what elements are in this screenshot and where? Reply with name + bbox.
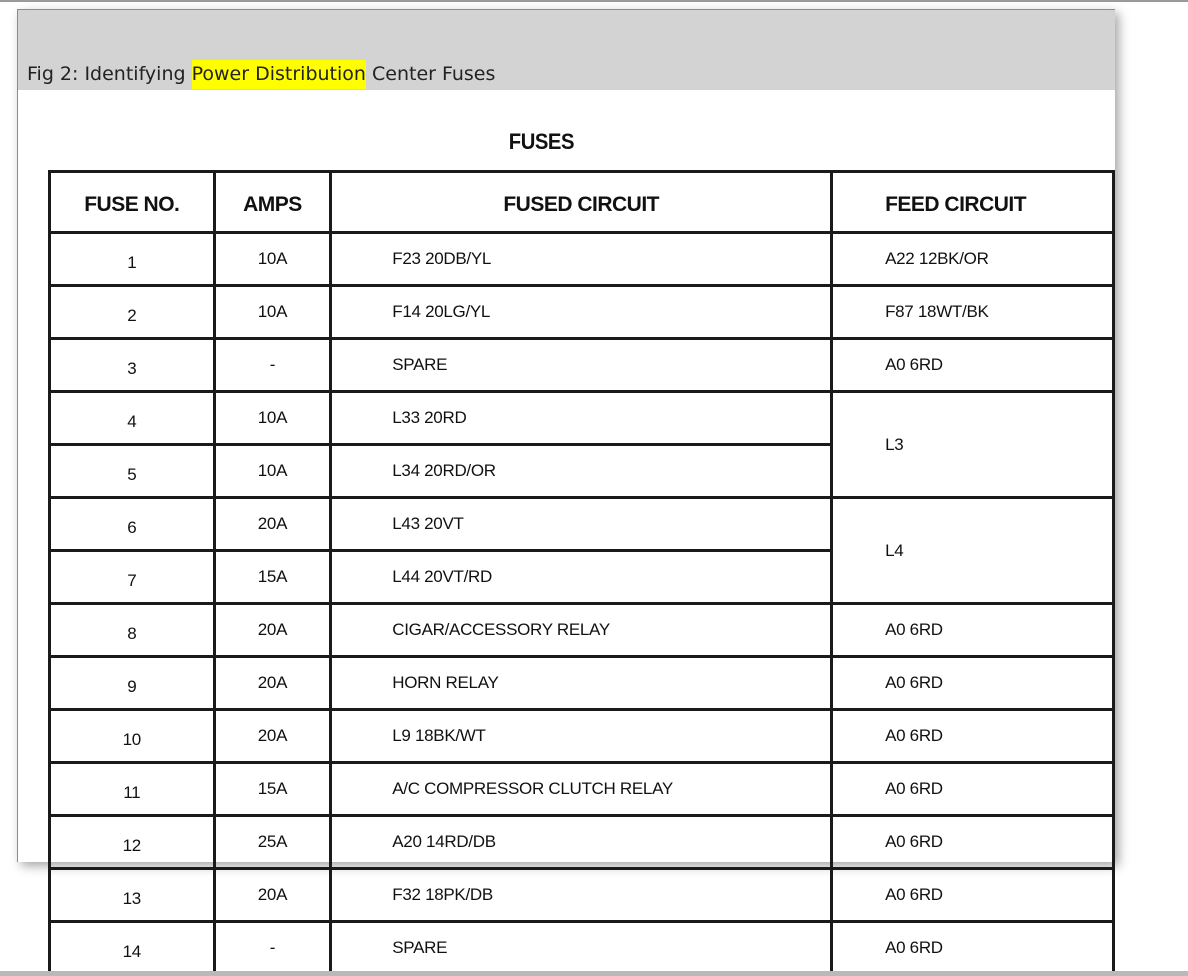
fused-circuit: A20 14RD/DB — [331, 816, 832, 869]
caption-highlight: Power Distribution — [192, 60, 366, 89]
fused-circuit: F23 20DB/YL — [331, 233, 832, 286]
fused-circuit: L9 18BK/WT — [331, 710, 832, 763]
feed-circuit: A0 6RD — [832, 922, 1114, 975]
fuse-number: 3 — [50, 339, 215, 392]
caption-prefix: Fig 2: Identifying — [27, 63, 192, 85]
table-row — [50, 710, 1114, 763]
feed-circuit: A0 6RD — [832, 657, 1114, 710]
fused-circuit: L33 20RD — [331, 392, 832, 445]
table-row — [50, 657, 1114, 710]
fuse-amps: 10A — [214, 233, 331, 286]
fused-circuit: SPARE — [331, 922, 832, 975]
fuse-number: 5 — [50, 445, 215, 498]
table-row — [50, 869, 1114, 922]
fuse-amps: 20A — [214, 657, 331, 710]
fuse-amps: 20A — [214, 604, 331, 657]
feed-circuit: A0 6RD — [832, 339, 1114, 392]
fuse-amps: 20A — [214, 710, 331, 763]
fused-circuit: SPARE — [331, 339, 832, 392]
table-body — [50, 233, 1114, 975]
fuse-amps: 10A — [214, 392, 331, 445]
feed-circuit: A0 6RD — [832, 816, 1114, 869]
fuse-number: 6 — [50, 498, 215, 551]
fuse-amps: 10A — [214, 445, 331, 498]
header-fuse-no: FUSE NO. — [50, 172, 215, 233]
header-feed-circuit: FEED CIRCUIT — [832, 172, 1114, 233]
bottom-edge — [0, 971, 1188, 976]
fuse-amps: 15A — [214, 551, 331, 604]
fused-circuit: F14 20LG/YL — [331, 286, 832, 339]
feed-circuit: A0 6RD — [832, 763, 1114, 816]
fuse-amps: 10A — [214, 286, 331, 339]
fuse-amps: 15A — [214, 763, 331, 816]
table-row — [50, 392, 1114, 445]
feed-circuit: A0 6RD — [832, 869, 1114, 922]
caption-bar — [18, 10, 1115, 90]
fused-circuit: F32 18PK/DB — [331, 869, 832, 922]
fuse-amps: 25A — [214, 816, 331, 869]
fuse-table-container — [48, 170, 1115, 976]
figure-caption — [27, 60, 495, 88]
table-header-row — [50, 172, 1114, 233]
fuse-amps: 20A — [214, 869, 331, 922]
fuse-number: 14 — [50, 922, 215, 975]
fuse-number: 10 — [50, 710, 215, 763]
table-title: FUSES — [508, 129, 574, 154]
table-row — [50, 498, 1114, 551]
feed-circuit: A0 6RD — [832, 604, 1114, 657]
table-row — [50, 816, 1114, 869]
fuse-number: 2 — [50, 286, 215, 339]
fuse-number: 4 — [50, 392, 215, 445]
fuse-amps: 20A — [214, 498, 331, 551]
table-row — [50, 604, 1114, 657]
fused-circuit: L34 20RD/OR — [331, 445, 832, 498]
table-row — [50, 286, 1114, 339]
feed-circuit: L3 — [832, 392, 1114, 498]
fuse-number: 13 — [50, 869, 215, 922]
fuse-number: 7 — [50, 551, 215, 604]
table-row — [50, 233, 1114, 286]
fused-circuit: HORN RELAY — [331, 657, 832, 710]
fused-circuit: CIGAR/ACCESSORY RELAY — [331, 604, 832, 657]
table-row — [50, 922, 1114, 975]
table-row — [50, 339, 1114, 392]
header-amps: AMPS — [214, 172, 331, 233]
fuse-number: 11 — [50, 763, 215, 816]
fuse-table — [48, 170, 1115, 976]
feed-circuit: A22 12BK/OR — [832, 233, 1114, 286]
fuse-number: 12 — [50, 816, 215, 869]
document-viewer — [17, 9, 1115, 961]
caption-suffix: Center Fuses — [365, 63, 496, 85]
feed-circuit: F87 18WT/BK — [832, 286, 1114, 339]
fused-circuit: A/C COMPRESSOR CLUTCH RELAY — [331, 763, 832, 816]
fuse-amps: - — [214, 339, 331, 392]
header-fused-circuit: FUSED CIRCUIT — [331, 172, 832, 233]
table-row — [50, 763, 1114, 816]
fuse-number: 1 — [50, 233, 215, 286]
fuse-amps: - — [214, 922, 331, 975]
fused-circuit: L44 20VT/RD — [331, 551, 832, 604]
top-divider — [0, 0, 1188, 2]
fuse-number: 9 — [50, 657, 215, 710]
feed-circuit: A0 6RD — [832, 710, 1114, 763]
fuse-number: 8 — [50, 604, 215, 657]
fused-circuit: L43 20VT — [331, 498, 832, 551]
feed-circuit: L4 — [832, 498, 1114, 604]
